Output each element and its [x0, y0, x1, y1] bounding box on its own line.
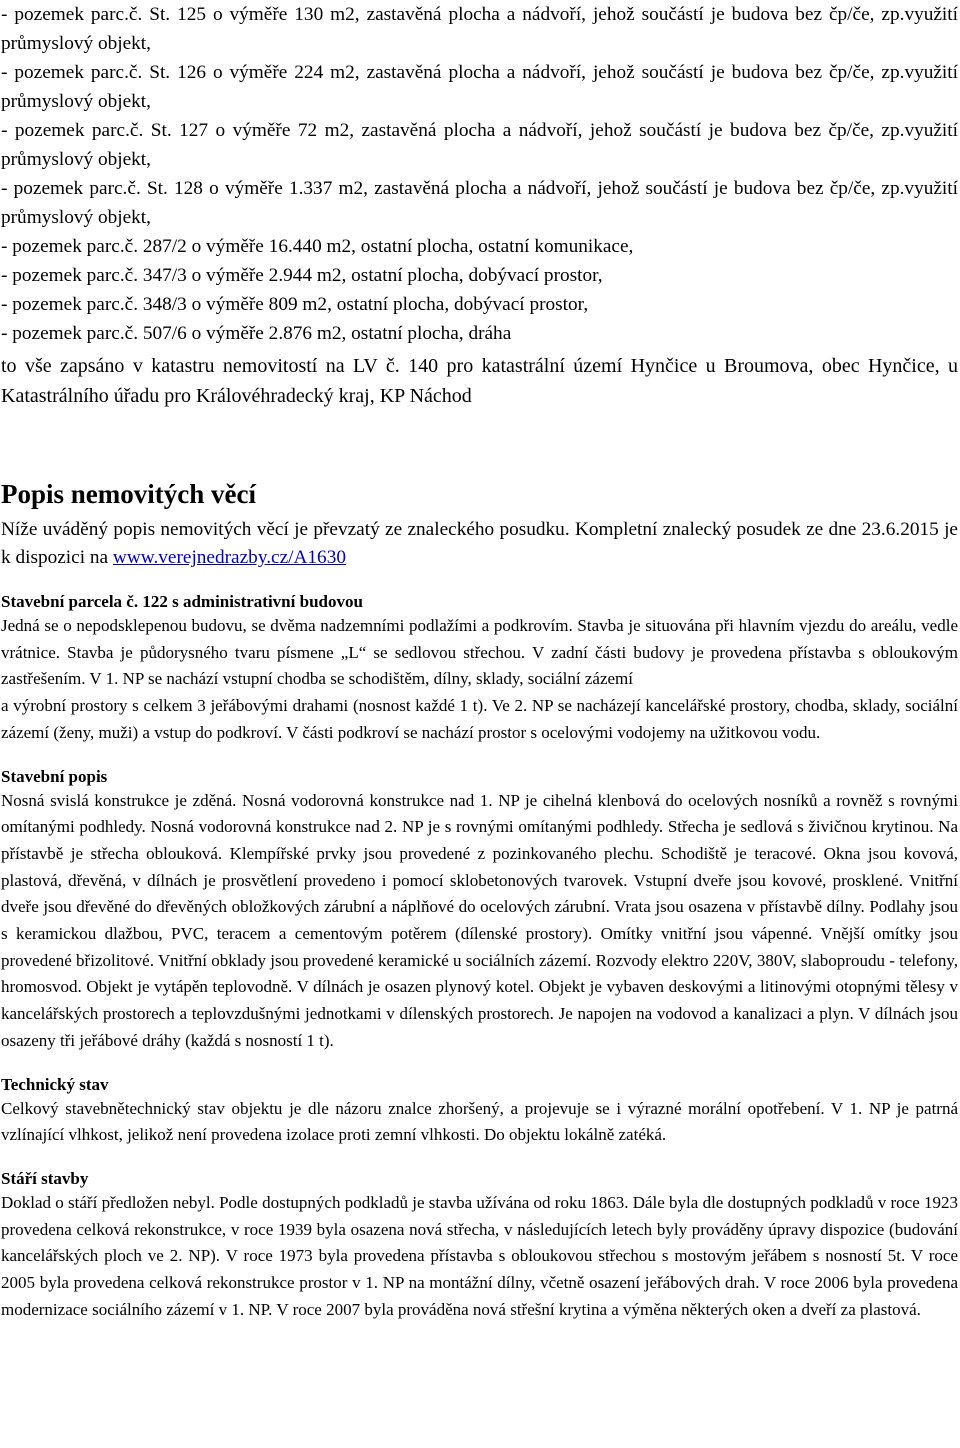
plot-item-348-3: - pozemek parc.č. 348/3 o výměře 809 m2, ostatní plocha, dobývací prostor, — [1, 294, 589, 315]
building-age-paragraph: Doklad o stáří předložen nebyl. Podle dostupných podkladů je stavba užívána od roku 1863. Dále byla dle dostupných podkladů v roce 1923 provedena celková rekonstrukce, v roce 1939 byla osazena nová střecha, v následujících letech byly prováděny úpravy dispozice (budování kancelářských ploch ve 2. NP). V roce 1973 byla provedena přístavba s obloukovou střechou s mostovým jeřábem s nosností 5t. V roce 2005 byla provedena celková rekonstrukce prostor v 1. NP na montážní dílny, včetně osazení jeřábových drah. V roce 2006 byla provedena modernizace sociálního zázemí v 1. NP. V roce 2007 byla prováděna nová střešní krytina a výměna některých oken a dveří za plastová. — [1, 1192, 958, 1319]
construction-paragraph: Nosná svislá konstrukce je zděná. Nosná vodorovná konstrukce nad 1. NP je cihelná klenbová do ocelových nosníků a rovněž s rovnými omítanými podhledy. Nosná vodorovná konstrukce nad 2. NP je s rovnými omítanými podhledy. Střecha je sedlová s živičnou krytinou. Na přístavbě je střecha oblouková. Klempířské prvky jsou provedené z pozinkovaného plechu. Schodiště je teracové. Okna jsou kovová, plastová, dřevěná, v dílnách je prosvětlení provedeno i pomocí sklobetonových tvarovek. Vstupní dveře jsou kovové, prosklené. Vnitřní dveře jsou dřevěné do dřevěných obložkových zárubní a náplňové do ocelových zárubní. Vrata jsou osazena v přístavbě dílny. Podlahy jsou s keramickou dlažbou, PVC, teracem a cementovým potěrem (dílenské prostory). Omítky vnitřní jsou vápenné. Vnější omítky jsou provedené břizolitové. Vnitřní obklady jsou provedené keramické u sociálních zázemí. Rozvody elektro 220V, 380V, slaboproudu - telefony, hromosvod. Objekt je vytápěn teplovodně. V dílnách je osazen plynový kotel. Objekt je vybaven deskovými a litinovými otopnými tělesy v kancelářských prostorech a teplovzdušnými jednotkami v dílenských prostorech. Je napojen na vodovod a kanalizaci a plyn. V dílnách jsou osazeny tři jeřábové dráhy (každá s nosností 1 t). — [1, 790, 958, 1050]
intro-text: Níže uváděný popis nemovitých věcí je převzatý ze znaleckého posudku. Kompletní znalecký posudek ze dne 23.6.2015 je k dispozici na — [1, 519, 958, 568]
plot-item-347-3: - pozemek parc.č. 347/3 o výměře 2.944 m2, ostatní plocha, dobývací prostor, — [1, 265, 603, 286]
expert-report-link[interactable]: www.verejnedrazby.cz/A1630 — [112, 547, 346, 568]
section-intro — [1, 516, 958, 572]
building-paragraph-1: Jedná se o nepodsklepenou budovu, se dvěma nadzemními podlažími a podkrovím. Stavba je situována při hlavním vjezdu do areálu, vedle vrátnice. Stavba je půdorysného tvaru písmene „L“ se sedlovou střechou. V zadní části budovy je provedena přístavba s obloukovým zastřešením. V 1. NP se nachází vstupní chodba se schodištěm, dílny, sklady, sociální zázemí — [1, 616, 958, 689]
technical-state-paragraph: Celkový stavebnětechnický stav objektu je dle názoru znalce zhoršený, a projevuje se i výrazné morální opotřebení. V 1. NP je patrná vzlínající vlhkost, jelikož není provedena izolace proti zemní vlhkosti. Do objektu lokálně zatéká. — [1, 1098, 958, 1145]
building-heading: Stavební parcela č. 122 s administrativní budovou — [1, 592, 363, 611]
building-paragraph-2: a výrobní prostory s celkem 3 jeřábovými drahami (nosnost každé 1 t). Ve 2. NP se nacházejí kancelářské prostory, chodba, sklady, sociální zázemí (ženy, muži) a vstup do podkroví. V části podkroví se nachází prostor s ocelovými vodojemy na užitkovou vodu. — [1, 696, 958, 742]
plot-item-507-6: - pozemek parc.č. 507/6 o výměře 2.876 m2, ostatní plocha, dráha — [1, 323, 512, 344]
plot-item-st127: - pozemek parc.č. St. 127 o výměře 72 m2, zastavěná plocha a nádvoří, jehož součástí je budova bez čp/če, zp.využití průmyslový objekt, — [1, 120, 958, 170]
plot-item-st126: - pozemek parc.č. St. 126 o výměře 224 m2, zastavěná plocha a nádvoří, jehož součástí je budova bez čp/če, zp.využití průmyslový objekt, — [1, 62, 958, 112]
plot-item-287-2: - pozemek parc.č. 287/2 o výměře 16.440 m2, ostatní plocha, ostatní komunikace, — [1, 236, 634, 257]
plot-item-st128: - pozemek parc.č. St. 128 o výměře 1.337 m2, zastavěná plocha a nádvoří, jehož součástí je budova bez čp/če, zp.využití průmyslový objekt, — [1, 178, 958, 228]
building-age-block — [1, 1168, 958, 1324]
construction-heading: Stavební popis — [1, 766, 108, 786]
building-age-heading: Stáří stavby — [1, 1168, 89, 1188]
cadastre-statement: to vše zapsáno v katastru nemovitostí na LV č. 140 pro katastrální území Hynčice u Broumova, obec Hynčice, u Katastrálního úřadu pro Královéhradecký kraj, KP Náchod — [1, 355, 958, 407]
building-block — [1, 591, 958, 747]
construction-block — [1, 766, 958, 1055]
section-title: Popis nemovitých věcí — [1, 479, 256, 509]
plot-item-st125: - pozemek parc.č. St. 125 o výměře 130 m2, zastavěná plocha a nádvoří, jehož součástí je budova bez čp/če, zp.využití průmyslový objekt, — [1, 4, 958, 54]
technical-state-heading: Technický stav — [1, 1074, 109, 1094]
technical-state-block — [1, 1074, 958, 1149]
plot-list — [1, 0, 958, 348]
